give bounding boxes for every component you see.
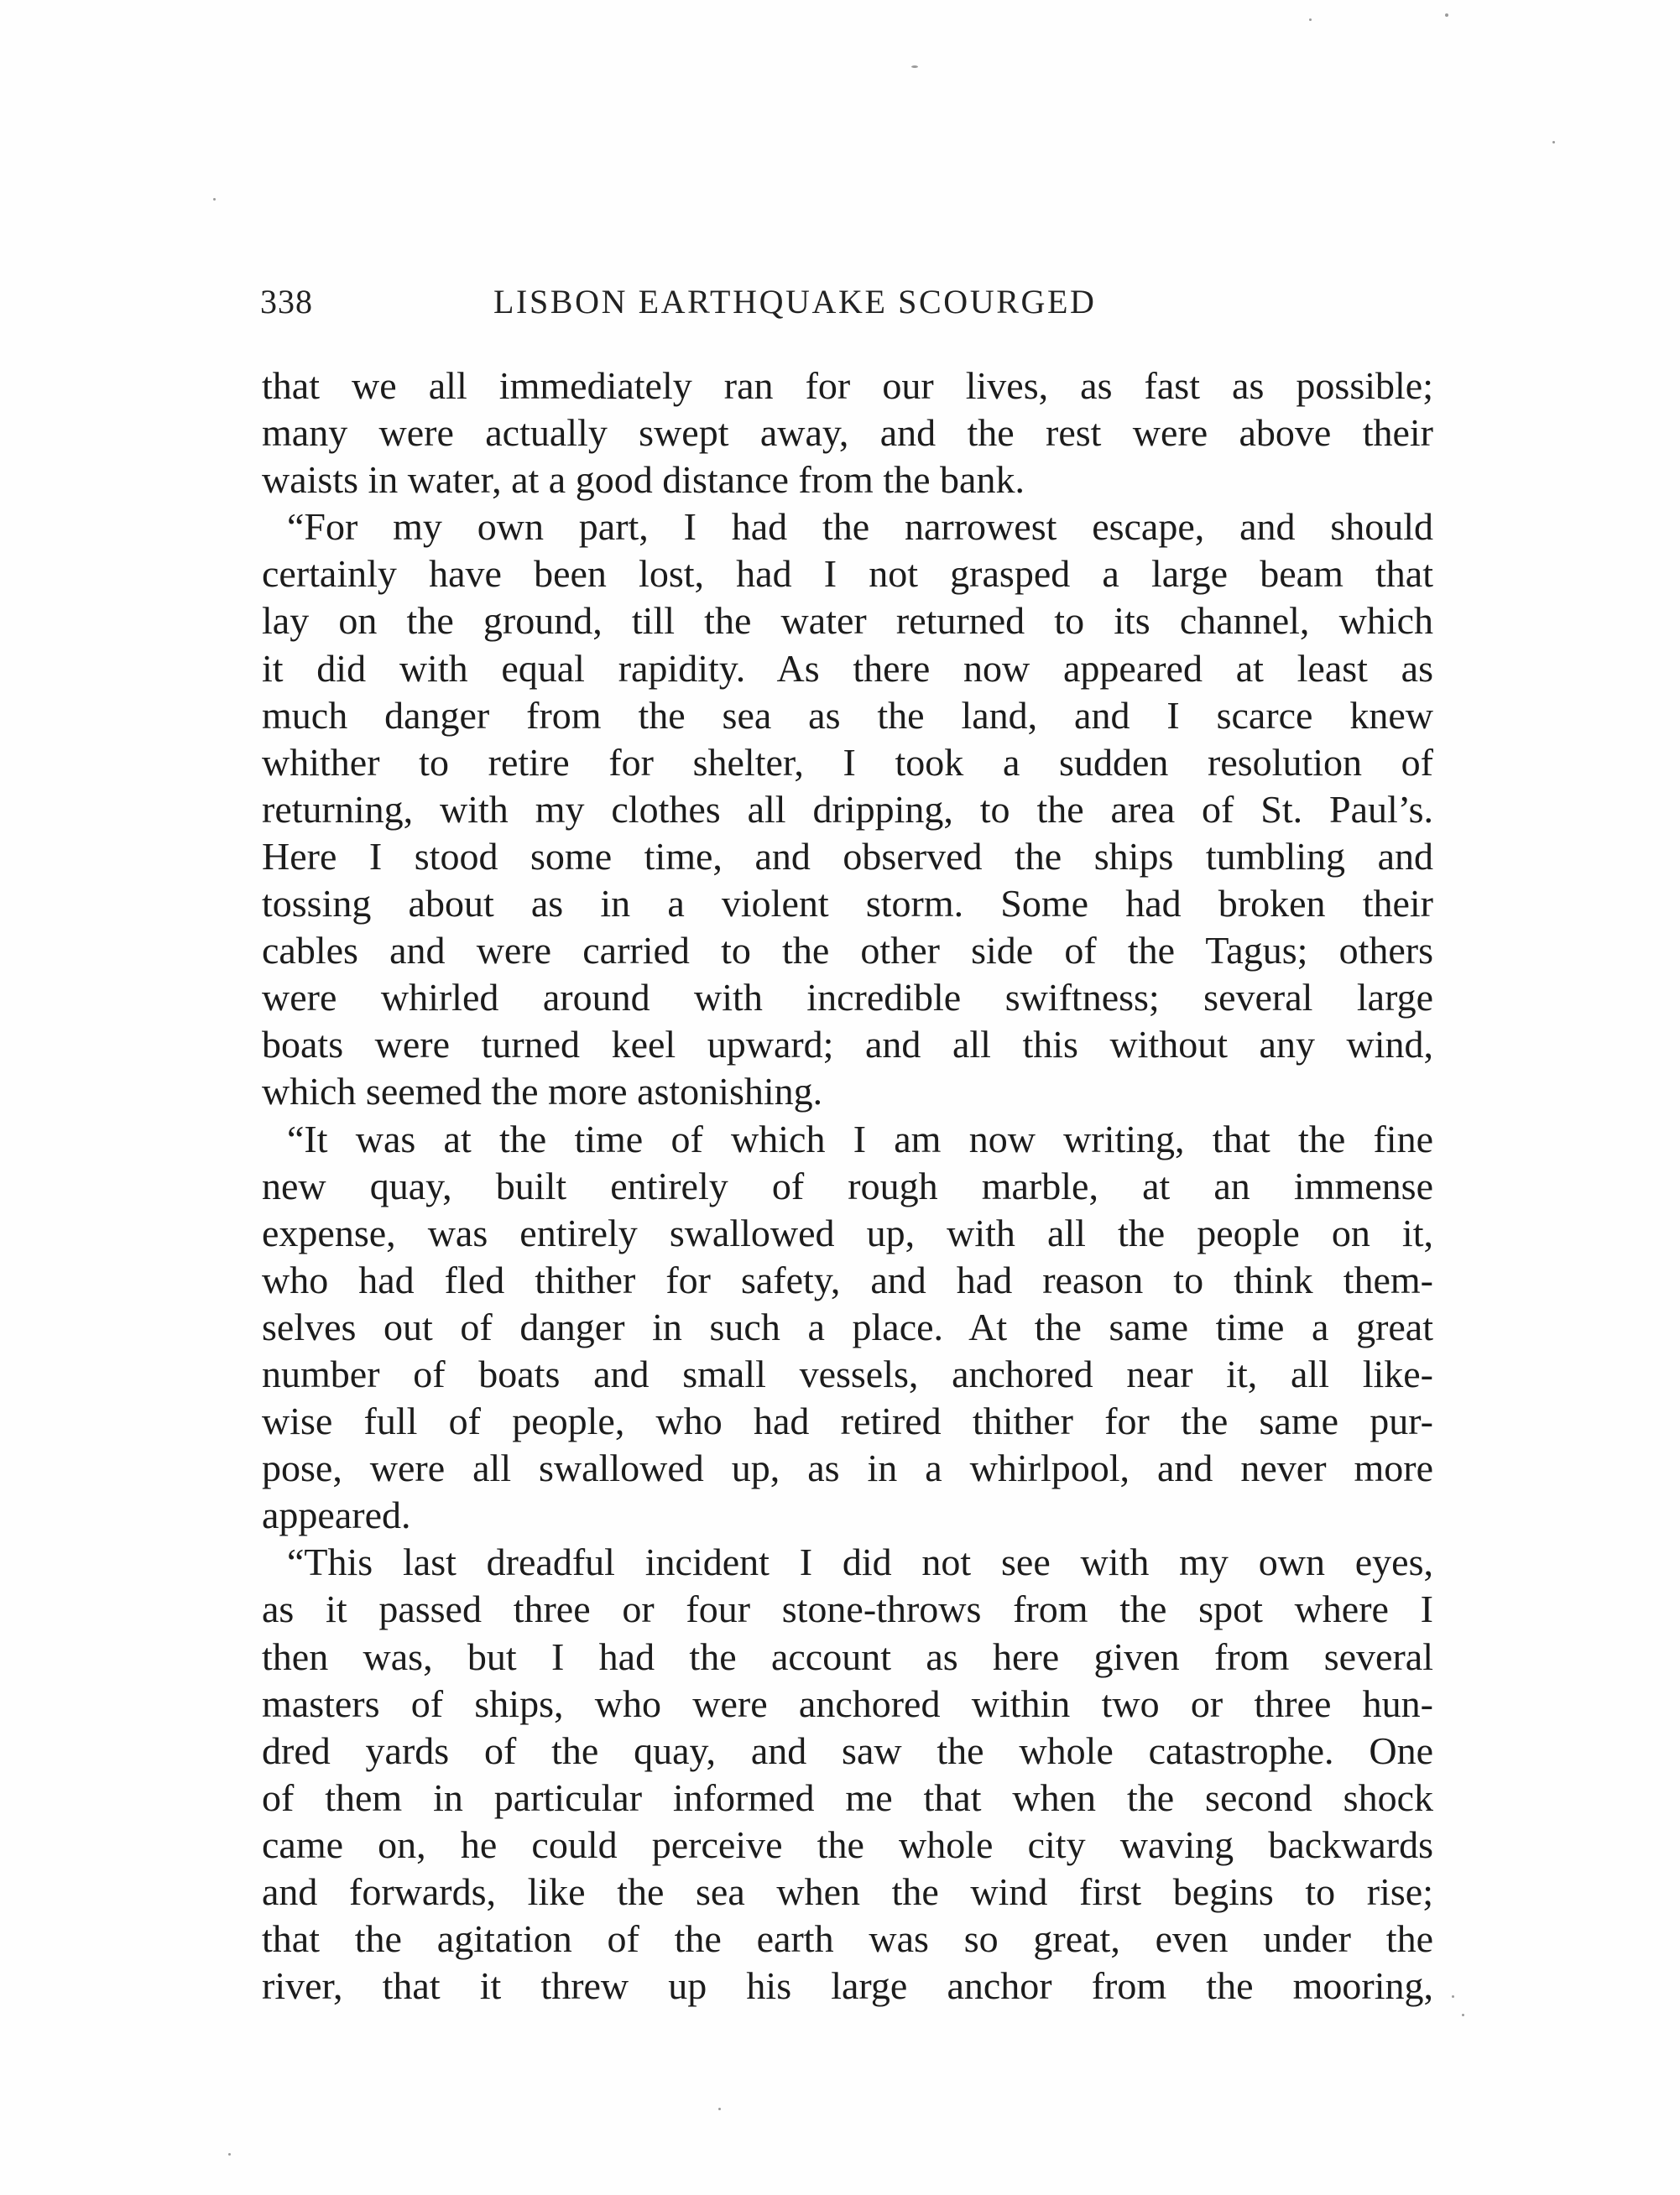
text-line: boats were turned keel upward; and all this without any wind, <box>262 1023 1433 1066</box>
text-line: number of boats and small vessels, anchored near it, all like- <box>262 1352 1433 1395</box>
running-title: LISBON EARTHQUAKE SCOURGED <box>493 283 1097 321</box>
page-number: 338 <box>260 283 313 321</box>
text-line: selves out of danger in such a place. At the same time a great <box>262 1305 1433 1348</box>
paragraph-start-line: “It was at the time of which I am now writing, that the fine <box>287 1117 1433 1160</box>
text-line: that the agitation of the earth was so great, even under the <box>262 1917 1433 1961</box>
text-line: lay on the ground, till the water returned to its channel, which <box>262 599 1433 643</box>
scan-speck <box>228 2153 231 2156</box>
paragraph-start-line: “This last dreadful incident I did not see with my own eyes, <box>287 1541 1433 1584</box>
text-line: tossing about as in a violent storm. Some had broken their <box>262 882 1433 925</box>
text-line: then was, but I had the account as here given from several <box>262 1635 1433 1678</box>
scan-speck <box>1309 18 1312 21</box>
text-line: as it passed three or four stone-throws from the spot where I <box>262 1588 1433 1631</box>
scan-speck <box>1445 13 1448 17</box>
text-line: which seemed the more astonishing. <box>262 1070 823 1113</box>
text-line: Here I stood some time, and observed the ships tumbling and <box>262 834 1433 878</box>
scan-speck <box>718 2108 721 2110</box>
scan-speck <box>1552 141 1555 143</box>
scan-speck <box>1452 1995 1454 1998</box>
paragraph-start-line: “For my own part, I had the narrowest escape, and should <box>287 505 1433 549</box>
text-line: masters of ships, who were anchored within two or three hun- <box>262 1681 1433 1725</box>
running-head <box>260 282 1435 332</box>
text-line: cables and were carried to the other side of the Tagus; others <box>262 929 1433 972</box>
text-line: waists in water, at a good distance from the bank. <box>262 458 1025 502</box>
text-line: appeared. <box>262 1494 411 1537</box>
text-line: of them in particular informed me that when the second shock <box>262 1775 1433 1819</box>
scan-speck <box>911 65 918 68</box>
text-line: came on, he could perceive the whole city waving backwards <box>262 1822 1433 1866</box>
text-line: certainly have been lost, had I not grasped a large beam that <box>262 552 1433 596</box>
text-line: expense, was entirely swallowed up, with all the people on it, <box>262 1211 1433 1254</box>
text-line: that we all immediately ran for our lives, as fast as possible; <box>262 364 1433 407</box>
text-line: whither to retire for shelter, I took a sudden resolution of <box>262 740 1433 784</box>
text-line: and forwards, like the sea when the wind first begins to rise; <box>262 1870 1433 1913</box>
text-line: pose, were all swallowed up, as in a whirlpool, and never more <box>262 1447 1433 1490</box>
text-line: dred yards of the quay, and saw the whole catastrophe. One <box>262 1728 1433 1772</box>
scan-speck <box>213 198 216 201</box>
body-text <box>262 362 1433 2010</box>
text-line: new quay, built entirely of rough marble, at an immense <box>262 1164 1433 1207</box>
text-line: were whirled around with incredible swiftness; several large <box>262 976 1433 1019</box>
scan-speck <box>1462 2014 1464 2016</box>
text-line: river, that it threw up his large anchor from the mooring, <box>262 1964 1433 2008</box>
text-line: much danger from the sea as the land, and I scarce knew <box>262 693 1433 737</box>
text-line: who had fled thither for safety, and had reason to think them- <box>262 1258 1433 1301</box>
text-line: returning, with my clothes all dripping, to the area of St. Paul’s. <box>262 787 1433 831</box>
text-line: it did with equal rapidity. As there now appeared at least as <box>262 646 1433 690</box>
text-line: wise full of people, who had retired thither for the same pur- <box>262 1400 1433 1443</box>
text-line: many were actually swept away, and the rest were above their <box>262 411 1433 455</box>
